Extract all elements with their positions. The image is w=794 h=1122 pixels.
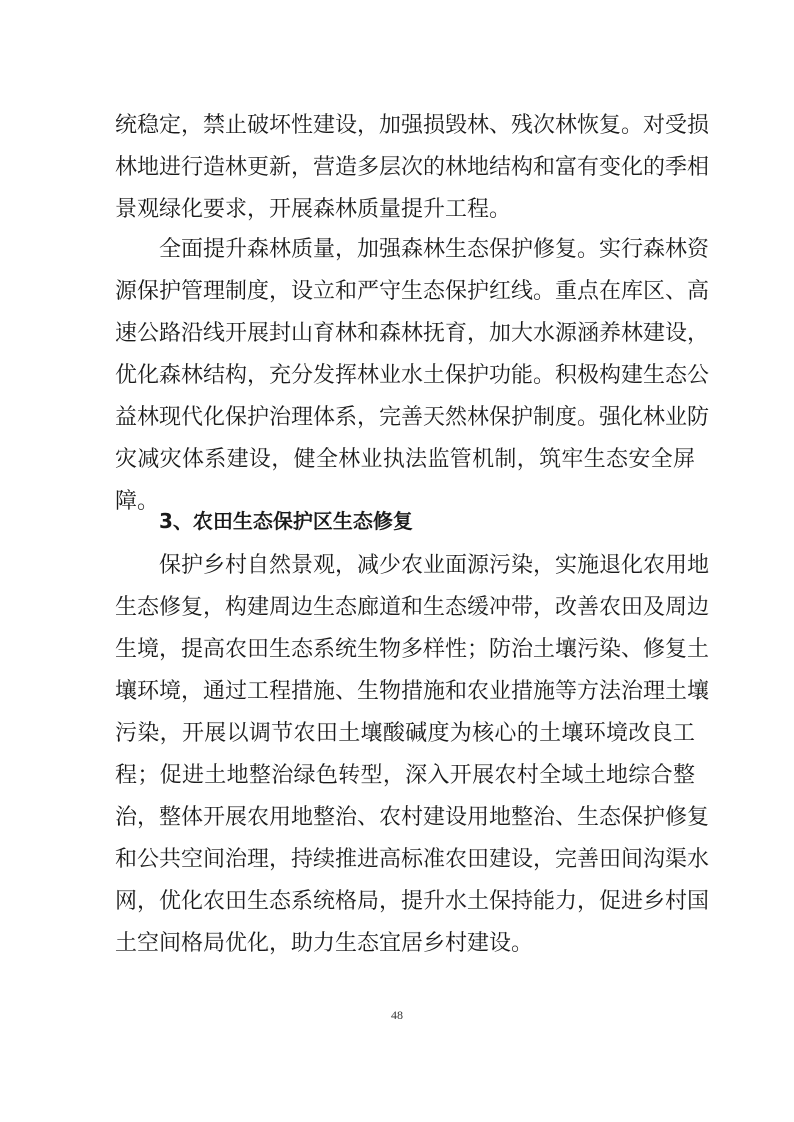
paragraph-2-line-1: 全面提升森林质量，加强森林生态保护修复。实行森林资 (159, 237, 710, 262)
paragraph-3-line-4: 壤环境，通过工程措施、生物措施和农业措施等方法治理土壤 (115, 679, 710, 704)
paragraph-1-line-3: 景观绿化要求，开展森林质量提升工程。 (115, 197, 512, 222)
paragraph-3-line-8: 和公共空间治理，持续推进高标准农田建设，完善田间沟渠水 (115, 847, 710, 872)
paragraph-3-line-10: 土空间格局优化，助力生态宜居乡村建设。 (115, 931, 534, 956)
paragraph-3-line-5: 污染，开展以调节农田土壤酸碱度为核心的土壤环境改良工 (115, 721, 695, 746)
paragraph-1-line-1: 统稳定，禁止破坏性建设，加强损毁林、残次林恢复。对受损 (115, 113, 710, 138)
paragraph-3-line-6: 程；促进土地整治绿色转型，深入开展农村全域土地综合整 (115, 763, 695, 788)
paragraph-2-line-3: 速公路沿线开展封山育林和森林抚育，加大水源涵养林建设， (115, 321, 710, 346)
paragraph-3-line-2: 生态修复，构建周边生态廊道和生态缓冲带，改善农田及周边 (115, 595, 710, 620)
paragraph-2-line-6: 灾减灾体系建设，健全林业执法监管机制，筑牢生态安全屏 (115, 447, 695, 472)
paragraph-3-line-9: 网，优化农田生态系统格局，提升水土保持能力，促进乡村国 (115, 889, 710, 914)
paragraph-2-line-2: 源保护管理制度，设立和严守生态保护红线。重点在库区、高 (115, 279, 710, 304)
paragraph-2-line-7: 障。 (115, 489, 160, 514)
paragraph-3-line-3: 生境，提高农田生态系统生物多样性；防治土壤污染、修复土 (115, 637, 710, 662)
paragraph-2-line-5: 益林现代化保护治理体系，完善天然林保护制度。强化林业防 (115, 405, 710, 430)
section-heading: 3、农田生态保护区生态修复 (159, 509, 413, 533)
paragraph-2-line-4: 优化森林结构，充分发挥林业水土保护功能。积极构建生态公 (115, 363, 710, 388)
paragraph-3-line-7: 治，整体开展农用地整治、农村建设用地整治、生态保护修复 (115, 805, 710, 830)
paragraph-1-line-2: 林地进行造林更新，营造多层次的林地结构和富有变化的季相 (115, 155, 710, 180)
paragraph-3-line-1: 保护乡村自然景观，减少农业面源污染，实施退化农用地 (159, 553, 710, 578)
page-number: 48 (391, 1008, 403, 1022)
